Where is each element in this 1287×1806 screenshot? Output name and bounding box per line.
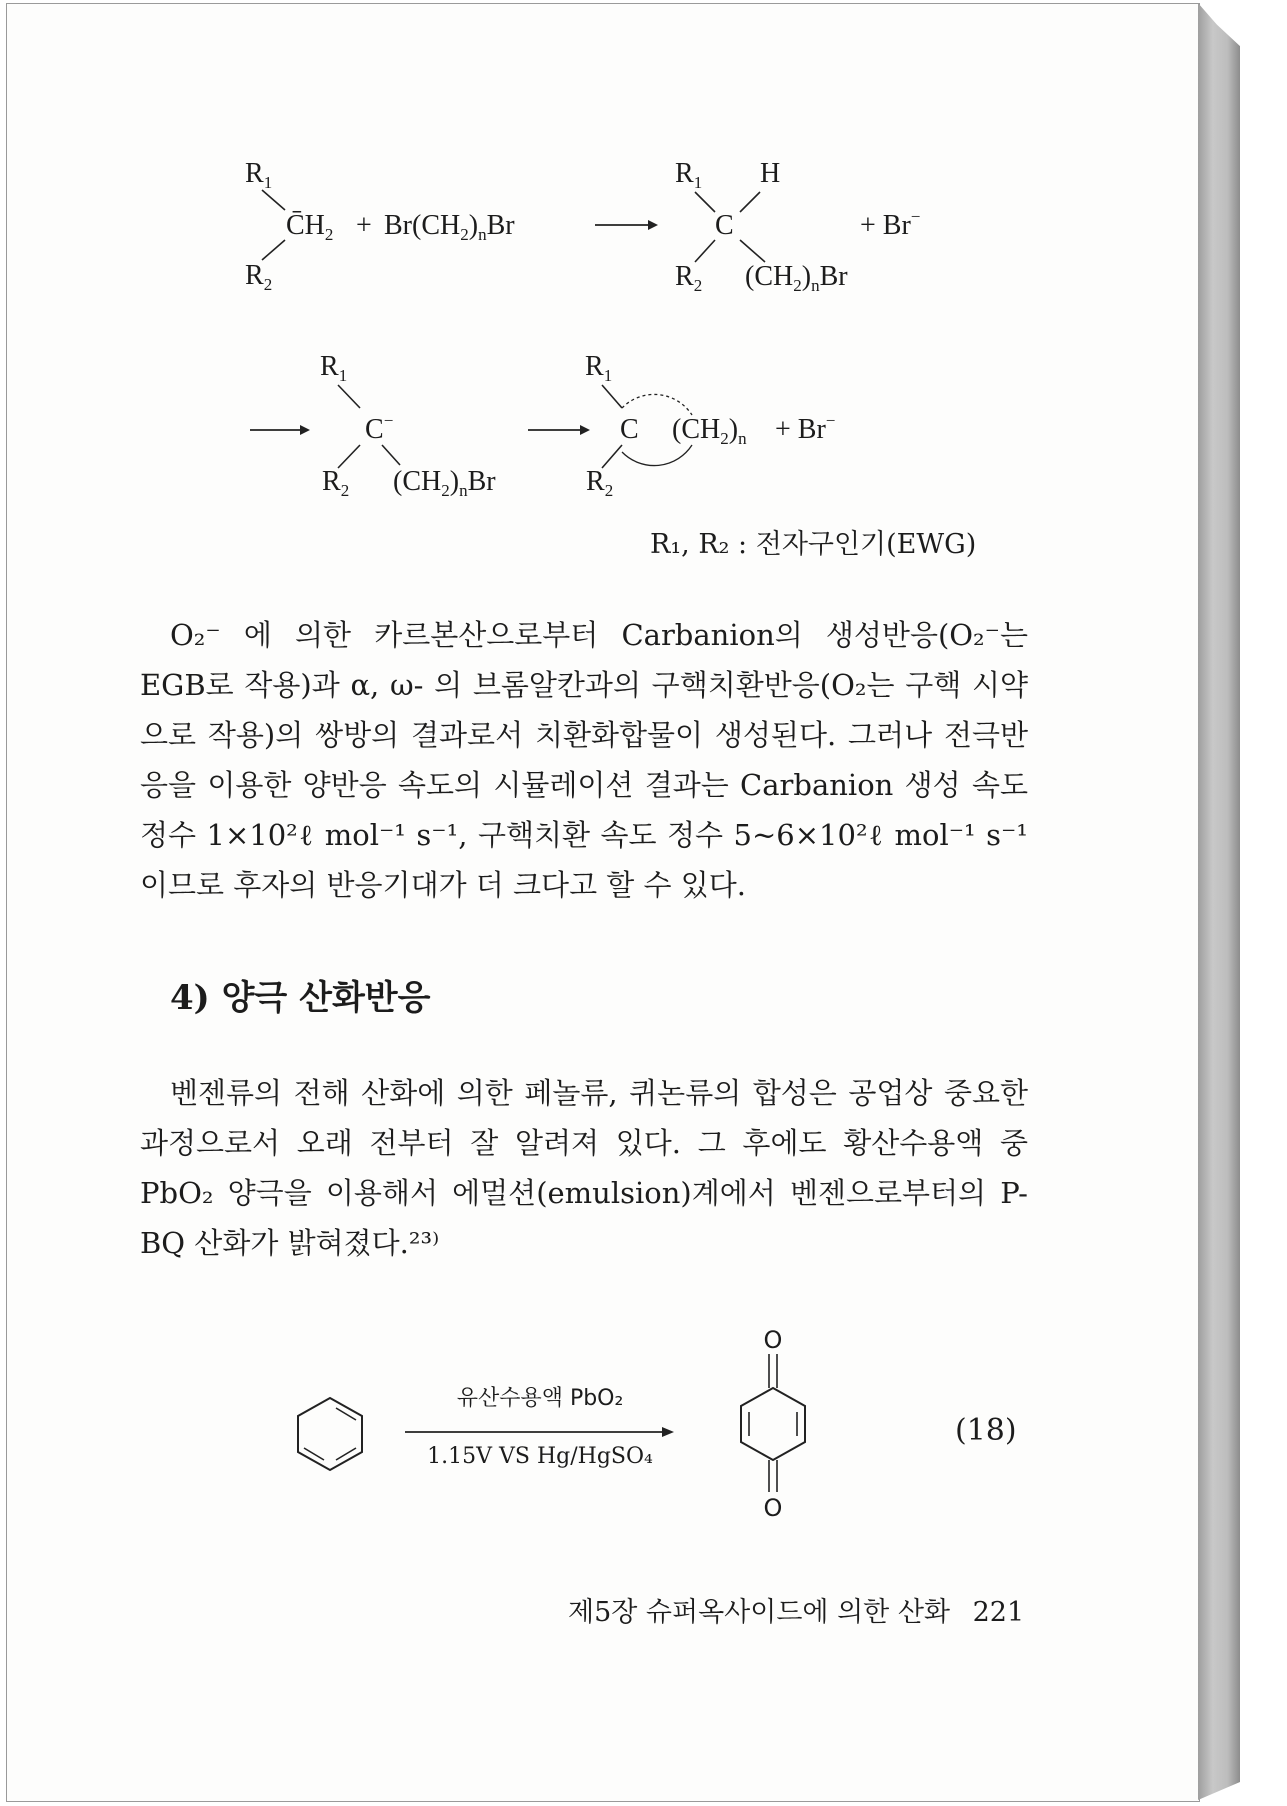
page-footer [568,1590,1024,1629]
product-carbon: C [715,210,734,241]
paragraph-anodic-oxidation: 벤젠류의 전해 산화에 의한 페놀류, 퀴논류의 합성은 공업상 중요한 과정으로서 오래 전부터 잘 알려져 있다. 그 후에도 황산수용액 중 PbO₂ 양극을 이용해서 에멀션(emulsion)계에서 벤젠으로부터의 P-BQ 산화가 밝혀졌다.²³⁾ [140,1076,1028,1260]
product-chain: $(CH_2)_nBr$ [745,261,848,295]
section-heading: 4) 양극 산화반응 [170,978,431,1018]
page-number: 221 [972,1597,1025,1628]
oxygen-top: O [763,1326,783,1354]
arrow-head [580,425,590,435]
oxygen-bottom: O [763,1494,783,1522]
bond-line [602,445,622,468]
paragraph-carbanion: O₂⁻ 에 의한 카르본산으로부터 Carbanion의 생성반응(O₂⁻는 EGB로 작용)과 α, ω- 의 브롬알칸과의 구핵치환반응(O₂는 구핵 시약으로 작용)의 쌍방의 결과로서 치환화합물이 생성된다. 그러나 전극반응을 이용한 양반응 속도의 시뮬레이션 결과는 Carbanion 생성 속도 정수 1×10²ℓ mol⁻¹ s⁻¹, 구핵치환 속도 정수 5~6×10²ℓ mol⁻¹ s⁻¹이므로 후자의 반응기대가 더 크다고 할 수 있다. [140,618,1028,902]
bond-line [602,385,622,408]
arrow-head [300,425,310,435]
r2-label: $R_2$ [322,466,350,500]
r1-label: $R_1$ [245,158,273,192]
bond-line [262,240,285,260]
bromide-byproduct: + Br− [775,411,836,445]
arrow-head [648,220,658,230]
ring-arc-bottom [622,445,692,466]
ewg-note: R₁, R₂ : 전자구인기(EWG) [650,529,977,560]
product-r1: $R_1$ [675,158,703,192]
quinone-ring [741,1388,805,1460]
arrow-head [662,1427,674,1437]
bond-line [262,190,285,210]
condition-bottom: 1.15V VS Hg/HgSO₄ [427,1444,653,1469]
ring-arc-top [622,394,692,415]
plus-sign: + [356,210,372,241]
benzene-ring [298,1398,362,1470]
bond-line [740,192,760,212]
r1-label: $R_1$ [320,351,348,385]
product-h: H [760,158,781,189]
bond-line [382,445,400,465]
reaction-scheme-2 [0,330,1287,510]
ring-chain: $(CH_2)_n$ [672,414,747,448]
ring-carbon: C [620,414,639,445]
r2-label: $R_2$ [245,260,273,294]
equation-number: (18) [955,1413,1017,1448]
ring-r1: $R_1$ [585,351,613,385]
bond-line [695,192,715,212]
carbanion-ch2: $C̄H_2$ [286,210,334,244]
bond-line [695,240,715,262]
reaction-18 [0,1320,1287,1530]
dibromoalkane: $Br(CH_2)_nBr$ [384,210,515,244]
product-r2: $R_2$ [675,261,703,295]
bond-line [740,240,765,262]
bromide-byproduct: + Br− [860,207,921,241]
bond-line [338,445,360,468]
anion-carbon: C− [365,411,394,445]
condition-top: 유산수용액 PbO₂ [456,1386,624,1411]
bond-line [338,385,360,408]
ring-r2: $R_2$ [586,466,614,500]
anion-chain: $(CH_2)_nBr$ [393,466,496,500]
reaction-scheme-1 [0,0,1287,320]
chapter-title: 제5장 슈퍼옥사이드에 의한 산화 [568,1597,950,1628]
